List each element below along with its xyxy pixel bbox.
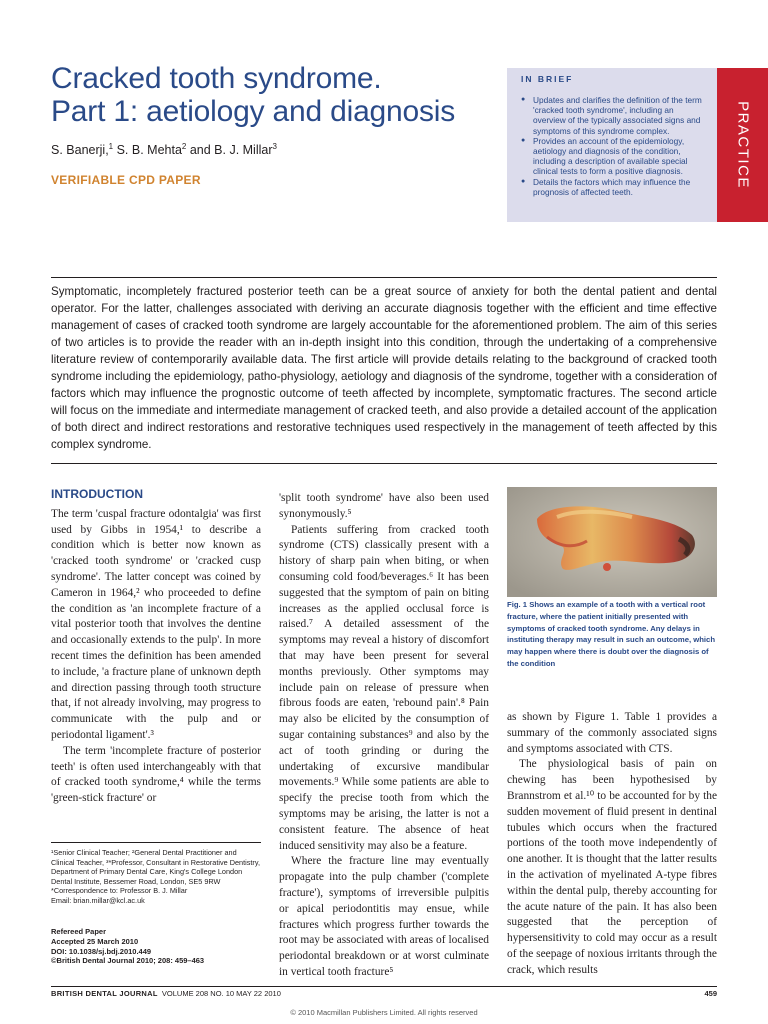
figure-caption-text: Shows an example of a tooth with a vertical root fracture, where the patient initially presented with symptoms of cracked tooth syndrome. Any delays in instituting therapy may result in such an outcome, which may happen where there is doubt over the diagnosis of the condition — [507, 600, 716, 668]
affiliation-rule — [51, 842, 261, 843]
title-block — [51, 62, 491, 187]
body-paragraph: Patients suffering from cracked tooth syndrome (CTS) classically present with a history of sharp pain when biting, or when consuming cold food/beverages.⁶ It has been suggested that the symptom of pain on biting increases as the applied occlusal force is raised.⁷ A detailed assessment of the symptoms may reveal a history of discomfort that may have been present for several months previously. Other symptoms may include pain on release of pressure when fibrous foods are eaten, 'rebound pain'.⁸ Pain may also be elicited by the consumption of sugar containing substances⁹ and also by the act of tooth grinding or during the undertaking of excursive mandibular movements.⁹ While some patients are able to specify the precise tooth from which the symptoms may be arising, the latter is not a consistent feature. The absence of heat induced sensitivity may also be a feature. — [279, 523, 489, 852]
body-paragraph: as shown by Figure 1. Table 1 provides a summary of the commonly associated signs and symptoms associated with CTS. — [507, 711, 717, 755]
copyright-notice: © 2010 Macmillan Publishers Limited. All rights reserved — [290, 1008, 478, 1017]
email: Email: brian.millar@kcl.ac.uk — [51, 895, 145, 905]
doi: DOI: 10.1038/sj.bdj.2010.449 — [51, 946, 152, 956]
author-1-affil: 1 — [108, 142, 114, 151]
author-2-affil: 2 — [181, 142, 187, 151]
in-brief-item: ● Updates and clarifies the definition of the term 'cracked tooth syndrome', including an overview of the typically associated signs and symptoms of this syndrome complex. — [521, 95, 707, 136]
in-brief-box — [507, 68, 717, 222]
author-3: and B. J. Millar — [186, 143, 273, 158]
in-brief-item: ● Provides an account of the epidemiology, aetiology and diagnosis of the condition, including a description of available special clinical tests to form a positive diagnosis. — [521, 136, 707, 177]
section-tab-label: PRACTICE — [734, 101, 751, 189]
author-1: S. Banerji, — [51, 143, 109, 158]
journal-name: BRITISH DENTAL JOURNAL — [51, 989, 158, 998]
author-3-affil: 3 — [272, 142, 277, 151]
in-brief-list — [521, 95, 707, 197]
tooth-illustration — [507, 487, 717, 597]
article-title-line2: Part 1: aetiology and diagnosis — [51, 95, 456, 128]
in-brief-item: ● Details the factors which may influence the prognosis of affected teeth. — [521, 177, 707, 197]
section-heading-introduction: INTRODUCTION — [51, 487, 143, 501]
in-brief-heading: IN BRIEF — [521, 74, 574, 84]
column-3 — [507, 710, 717, 979]
figure-label: Fig. 1 — [507, 600, 528, 609]
body-paragraph: The physiological basis of pain on chewing has been hypothesised by Brannstrom et al.¹⁰ to be accounted for by the sudden movement of fluid present in dentinal tubules which occurs when the fractured portions of the tooth move independently of one another. It is thought that the latter results in the activation of myelinated A-type fibres within the dental pulp, thereby accounting for the acute nature of the pain. It has also been suggested that the perception of hypersensitivity to cold may occur as a result of the seepage of noxious irritants through the crack, which results — [507, 758, 717, 976]
abstract-bottom-rule — [51, 463, 717, 464]
abstract: Symptomatic, incompletely fractured posterior teeth can be a great source of anxiety for both the dental patient and dental operator. For the latter, challenges associated with deriving an accurate diagnosis together with the efficient and time effective management of cases of cracked tooth syndrome are largely accountable for the aforementioned problem. The aim of this series of two articles is to provide the reader with an in-depth insight into this condition, through the undertaking of a comprehensive literature review of contemporarily available data. The first article will provide details relating to the background of cracked tooth syndrome including the epidemiology, patho-physiology, aetiology and diagnosis of the syndrome, together with a consideration of factors which may influence the prognostic outcome of teeth affected by incomplete, symptomatic fractures. The second article will focus on the immediate and intermediate management of cracked teeth, and also provide a detailed account of the application of both direct and indirect restorations and restorative techniques used respectively in the management of teeth affected by this complex syndrome. — [51, 285, 717, 451]
cpd-label: VERIFIABLE CPD PAPER — [51, 173, 201, 188]
figure-1-caption — [507, 599, 717, 670]
body-paragraph: Where the fracture line may eventually propagate into the pulp chamber ('complete fracture'), symptoms of irreversible pulpitis or apical periodontitis may ensue, while fractures which progress further towards the root may be associated with areas of localised periodontal breakdown or at worst culminate in vertical tooth fracture⁵ — [279, 855, 489, 978]
article-title-line1: Cracked tooth syndrome. — [51, 62, 382, 95]
correspondence: *Correspondence to: Professor B. J. Millar — [51, 886, 188, 896]
footer-rule — [51, 986, 717, 987]
page-number: 459 — [704, 989, 717, 998]
accepted-date: Accepted 25 March 2010 — [51, 936, 139, 946]
abstract-top-rule — [51, 277, 717, 278]
refereed-label: Refereed Paper — [51, 927, 107, 936]
body-paragraph: 'split tooth syndrome' have also been used synonymously.⁵ — [279, 492, 489, 520]
body-paragraph: The term 'incomplete fracture of posterior teeth' is often used interchangeably with that of cracked tooth syndrome,⁴ while the terms 'green-stick fracture' or — [51, 744, 261, 805]
journal-issue: VOLUME 208 NO. 10 MAY 22 2010 — [161, 989, 281, 998]
author-list — [51, 142, 491, 157]
footer-journal — [51, 989, 281, 998]
affiliation-text: ¹Senior Clinical Teacher; ²General Dental Practitioner and Clinical Teacher, ³*Professor, Consultant in Restorative Dentistry, Department of Primary Dental Care, King's College London Dental Institute, Bessemer Road, London, SE5 9RW — [51, 848, 260, 886]
body-paragraph: The term 'cuspal fracture odontalgia' was first used by Gibbs in 1954,¹ to describe a condition which is better now known as 'cracked tooth syndrome' or 'cracked cusp syndrome'. The latter concept was coined by Cameron in 1964,² who proceeded to define the condition as 'an incomplete fracture of a vital posterior tooth that involves the dentine and occasionally extends to the pulp'. In more recent times the definition has been amended to include, 'a fracture plane of unknown depth and direction passing through tooth structure that, if not already involving, may progress to communicate with the pulp and or periodontal ligament'.³ — [51, 507, 261, 741]
column-1 — [51, 487, 261, 807]
figure-1-tooth-photo — [507, 487, 717, 597]
author-2: S. B. Mehta — [113, 143, 182, 158]
section-tab — [717, 68, 768, 222]
paper-info — [51, 927, 261, 966]
column-2 — [279, 491, 489, 981]
citation: ©British Dental Journal 2010; 208: 459–463 — [51, 956, 205, 966]
author-affiliations — [51, 848, 261, 906]
